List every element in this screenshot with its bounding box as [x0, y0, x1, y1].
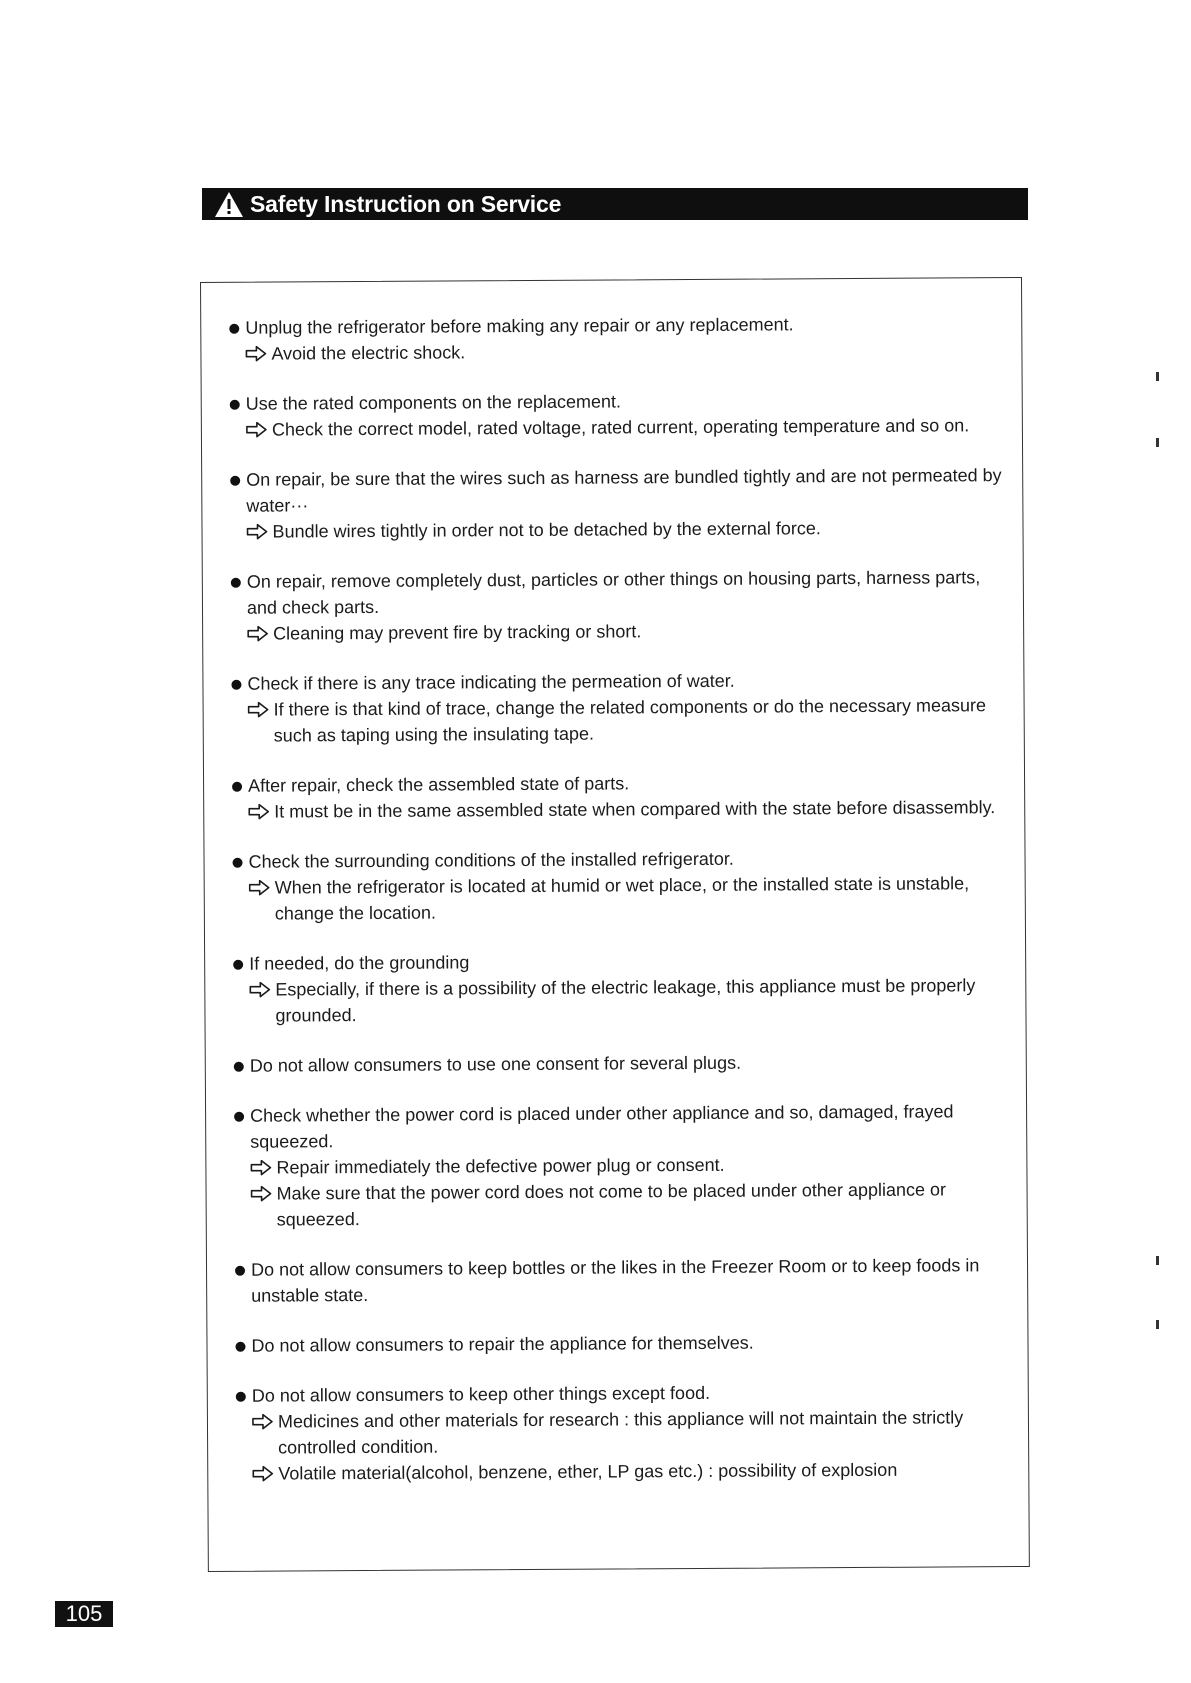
bullet-icon — [233, 960, 243, 970]
instruction-text: Do not allow consumers to keep other things except food. — [251, 1382, 711, 1406]
instruction-subnote — [233, 870, 1013, 927]
bullet-icon — [230, 400, 240, 410]
instruction-item — [233, 946, 1013, 1029]
margin-mark — [1156, 372, 1159, 381]
subnote-text: When the refrigerator is located at humid or wet place, or the installed state is unstable, change the location. — [274, 873, 970, 924]
instruction-item — [235, 1252, 1015, 1309]
subnote-text: Cleaning may prevent fire by tracking or short. — [273, 621, 642, 644]
subnote-text: Volatile material(alcohol, benzene, ether, LP gas etc.) : possibility of explosion — [278, 1459, 898, 1484]
margin-mark — [1156, 438, 1159, 447]
arrow-right-icon — [246, 422, 268, 438]
warning-triangle-icon — [214, 190, 244, 218]
instruction-main — [235, 1252, 1015, 1309]
bullet-icon — [233, 858, 243, 868]
instruction-item — [231, 564, 1011, 647]
bullet-icon — [229, 324, 239, 334]
instruction-text: Do not allow consumers to use one consent for several plugs. — [249, 1052, 742, 1076]
instruction-item — [232, 768, 1012, 825]
instruction-main — [234, 1048, 1014, 1079]
instruction-item — [234, 1098, 1015, 1233]
subnote-text: Especially, if there is a possibility of the electric leakage, this appliance must be properly grounded. — [275, 975, 976, 1026]
arrow-right-icon — [249, 982, 271, 998]
instruction-item — [230, 462, 1010, 545]
instruction-text: Check if there is any trace indicating the permeation of water. — [247, 670, 735, 694]
instruction-box — [200, 277, 1030, 1572]
instruction-subnote — [231, 616, 1011, 647]
bullet-icon — [235, 1342, 245, 1352]
bullet-icon — [235, 1266, 245, 1276]
arrow-right-icon — [246, 524, 268, 540]
bullet-icon — [232, 782, 242, 792]
instruction-text: If needed, do the grounding — [249, 952, 470, 974]
instruction-subnote — [229, 336, 1009, 367]
arrow-right-icon — [247, 626, 269, 642]
instruction-text: Use the rated components on the replacement. — [245, 391, 622, 414]
instruction-subnote — [230, 514, 1010, 545]
bullet-icon — [231, 680, 241, 690]
instruction-subnote — [230, 412, 1010, 443]
instruction-text: After repair, check the assembled state of parts. — [248, 773, 630, 796]
margin-mark — [1156, 1256, 1159, 1265]
arrow-right-icon — [249, 880, 271, 896]
arrow-right-icon — [250, 1160, 272, 1176]
subnote-text: If there is that kind of trace, change the related components or do the necessary measure such as taping using the insulating tape. — [273, 695, 987, 746]
instruction-item — [232, 844, 1012, 927]
instruction-text: Do not allow consumers to repair the appliance for themselves. — [251, 1332, 754, 1356]
bullet-icon — [234, 1062, 244, 1072]
instruction-subnote — [236, 1456, 1016, 1487]
instruction-item — [230, 386, 1010, 443]
bullet-icon — [236, 1392, 246, 1402]
instruction-text: Check the surrounding conditions of the installed refrigerator. — [248, 848, 734, 872]
bullet-icon — [234, 1112, 244, 1122]
instruction-subnote — [233, 972, 1013, 1029]
subnote-text: It must be in the same assembled state when compared with the state before disassembly. — [274, 797, 996, 822]
subnote-text: Check the correct model, rated voltage, rated current, operating temperature and so on. — [271, 415, 970, 440]
instruction-subnote — [236, 1404, 1016, 1461]
instruction-item — [231, 666, 1011, 749]
bullet-icon — [230, 476, 240, 486]
instruction-item — [236, 1378, 1017, 1487]
instruction-subnote — [232, 794, 1012, 825]
bullet-icon — [231, 578, 241, 588]
margin-mark — [1156, 1320, 1159, 1329]
instruction-item — [235, 1328, 1015, 1359]
instruction-subnote — [234, 1176, 1014, 1233]
page-number: 105 — [55, 1601, 113, 1627]
section-title: Safety Instruction on Service — [250, 190, 562, 217]
instruction-item — [234, 1048, 1014, 1079]
instruction-item — [229, 310, 1009, 367]
instruction-text: On repair, be sure that the wires such as harness are bundled tightly and are not permeated by water··· — [246, 465, 1002, 516]
instruction-main — [235, 1328, 1015, 1359]
subnote-text: Bundle wires tightly in order not to be detached by the external force. — [272, 518, 821, 542]
arrow-right-icon — [252, 1466, 274, 1482]
subnote-text: Make sure that the power cord does not come to be placed under other appliance or squeezed. — [276, 1179, 947, 1230]
instruction-text: Check whether the power cord is placed under other appliance and so, damaged, frayed squeezed. — [250, 1101, 954, 1152]
instruction-subnote — [232, 692, 1012, 749]
subnote-text: Avoid the electric shock. — [271, 342, 466, 364]
instruction-list — [229, 310, 1016, 1511]
section-header-bar — [202, 188, 1028, 220]
arrow-right-icon — [251, 1186, 273, 1202]
instruction-text: On repair, remove completely dust, particles or other things on housing parts, harness parts, and check parts. — [246, 567, 981, 618]
subnote-text: Repair immediately the defective power plug or consent. — [276, 1154, 725, 1178]
arrow-right-icon — [248, 702, 270, 718]
instruction-main — [231, 564, 1011, 621]
instruction-text: Do not allow consumers to keep bottles or the likes in the Freezer Room or to keep foods in unstable state. — [250, 1255, 980, 1306]
arrow-right-icon — [248, 804, 270, 820]
arrow-right-icon — [245, 346, 267, 362]
instruction-main — [234, 1098, 1014, 1155]
arrow-right-icon — [252, 1414, 274, 1430]
instruction-text: Unplug the refrigerator before making any repair or any replacement. — [245, 314, 794, 338]
subnote-text: Medicines and other materials for research : this appliance will not maintain the strictly controlled condition. — [277, 1407, 964, 1458]
instruction-main — [230, 462, 1010, 519]
